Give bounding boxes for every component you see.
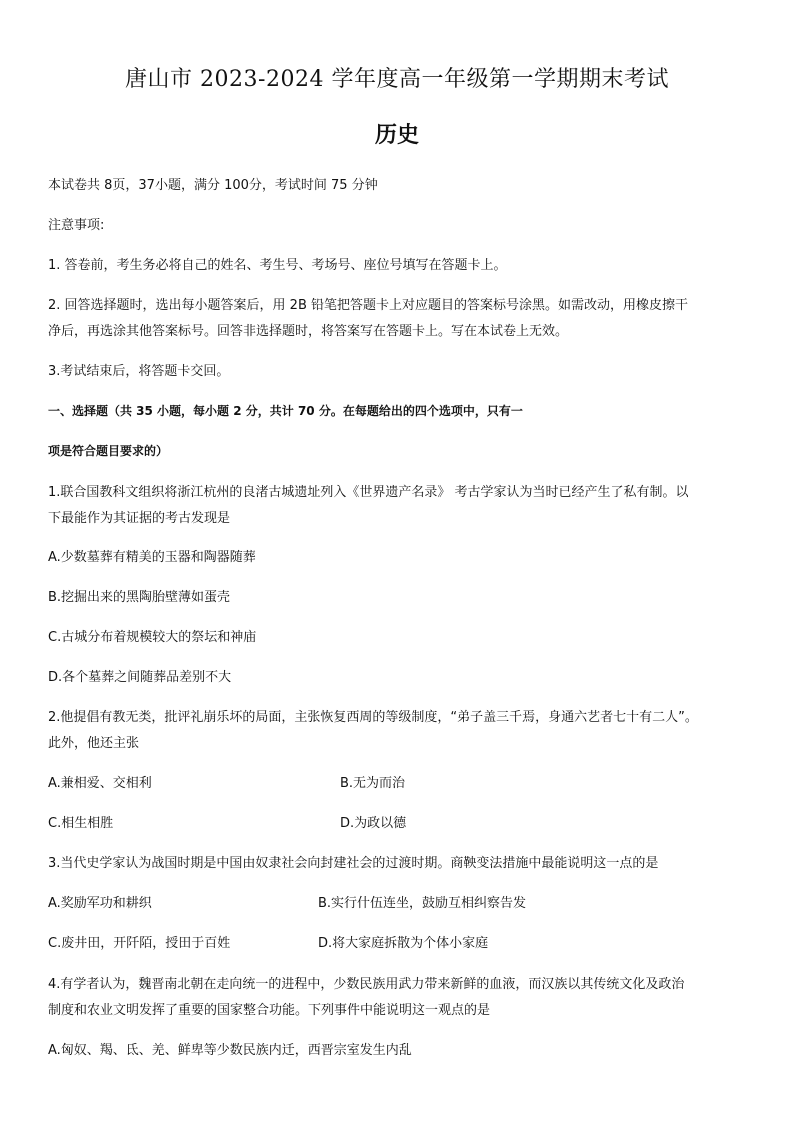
question-1-stem-line-2: 下最能作为其证据的考古发现是: [48, 511, 231, 526]
question-1-option-c: C.古城分布着规模较大的祭坛和神庙: [48, 630, 257, 645]
question-2-option-d: D.为政以德: [340, 816, 407, 831]
question-2-stem-line-1: 2.他提倡有教无类，批评礼崩乐坏的局面，主张恢复西周的等级制度，“弟子盖三千焉，身通六艺者七十有二人”。: [48, 710, 698, 725]
question-2-option-c: C.相生相胜: [48, 816, 114, 831]
question-3-option-b: B.实行什伍连坐，鼓励互相纠察告发: [318, 896, 527, 911]
note-2-line-1: 2. 回答选择题时，选出每小题答案后，用 2B 铅笔把答题卡上对应题目的答案标号涂黑。如需改动，用橡皮擦干: [48, 298, 688, 313]
question-2-stem-line-2: 此外，他还主张: [48, 736, 140, 751]
subject-title: 历史: [374, 122, 419, 148]
question-2-option-b: B.无为而治: [340, 776, 406, 791]
question-3-option-a: A.奖励军功和耕织: [48, 896, 152, 911]
question-2-option-a: A.兼相爱、交相利: [48, 776, 152, 791]
exam-title: 唐山市 2023-2024 学年度高一年级第一学期期末考试: [125, 67, 669, 92]
exam-summary: 本试卷共 8页，37小题，满分 100分，考试时间 75 分钟: [48, 178, 378, 193]
note-3: 3.考试结束后，将答题卡交回。: [48, 364, 230, 379]
section-heading-line-2: 项是符合题目要求的）: [48, 444, 169, 458]
section-heading-line-1: 一、选择题（共 35 小题，每小题 2 分，共计 70 分。在每题给出的四个选项中，只有一: [48, 404, 523, 418]
question-4-stem-line-2: 制度和农业文明发挥了重要的国家整合功能。下列事件中能说明这一观点的是: [48, 1003, 491, 1018]
question-1-stem-line-1: 1.联合国教科文组织将浙江杭州的良渚古城遗址列入《世界遗产名录》 考古学家认为当时已经产生了私有制。以: [48, 485, 689, 500]
question-1-option-b: B.挖掘出来的黑陶胎壁薄如蛋壳: [48, 590, 231, 605]
note-2-line-2: 净后，再选涂其他答案标号。回答非选择题时，将答案写在答题卡上。写在本试卷上无效。: [48, 324, 569, 339]
question-3-stem: 3.当代史学家认为战国时期是中国由奴隶社会向封建社会的过渡时期。商鞅变法措施中最能说明这一点的是: [48, 856, 659, 871]
question-1-option-d: D.各个墓葬之间随葬品差别不大: [48, 670, 232, 685]
question-3-option-c: C.废井田，开阡陌，授田于百姓: [48, 936, 231, 951]
question-4-stem-line-1: 4.有学者认为，魏晋南北朝在走向统一的进程中，少数民族用武力带来新鲜的血液，而汉族以其传统文化及政治: [48, 977, 685, 992]
note-1: 1. 答卷前，考生务必将自己的姓名、考生号、考场号、座位号填写在答题卡上。: [48, 258, 507, 273]
notes-title: 注意事项:: [48, 218, 105, 233]
question-1-option-a: A.少数墓葬有精美的玉器和陶器随葬: [48, 550, 256, 565]
question-3-option-d: D.将大家庭拆散为个体小家庭: [318, 936, 489, 951]
question-4-option-a: A.匈奴、羯、氐、羌、鲜卑等少数民族内迁，西晋宗室发生内乱: [48, 1043, 412, 1058]
